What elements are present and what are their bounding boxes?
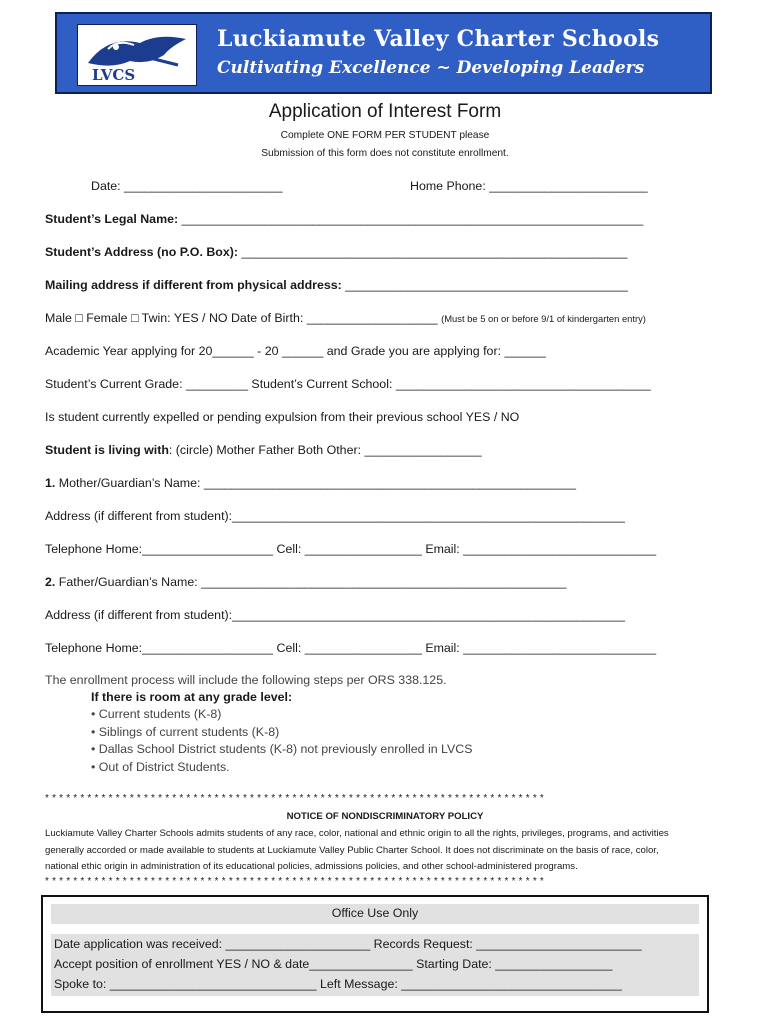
notice-line: Luckiamute Valley Charter Schools admits students of any race, color, national and ethnic origin to all the rights, privileges, programs, and activities xyxy=(45,828,669,839)
school-tagline: Cultivating Excellence ~ Developing Leaders xyxy=(217,58,645,78)
current-grade-school-field[interactable]: Student’s Current Grade: _________ Student’s Current School: _____________________________________ xyxy=(45,377,651,391)
legal-name-label: Student’s Legal Name: xyxy=(45,212,179,226)
address-label: Student’s Address (no P.O. Box): xyxy=(45,245,238,259)
eagle-logo-icon xyxy=(78,25,196,85)
mailing-address-field[interactable] xyxy=(45,278,628,292)
stars-divider-top: * * * * * * * * * * * * * * * * * * * * * * * * * * * * * * * * * * * * * * * * * * * * * * * * * * * * * * * * * * * * * * * * * * * * * * * xyxy=(45,793,544,804)
enrollment-intro: The enrollment process will include the following steps per ORS 338.125. xyxy=(45,673,447,687)
gender-twin-dob-text: Male □ Female □ Twin: YES / NO Date of Birth: ___________________ xyxy=(45,311,438,325)
mailing-label: Mailing address if different from physical address: xyxy=(45,278,342,292)
form-subtitle-1: Complete ONE FORM PER STUDENT please xyxy=(280,130,490,141)
form-title: Application of Interest Form xyxy=(268,101,502,122)
office-accept-field[interactable]: Accept position of enrollment YES / NO & date_______________ Starting Date: _________________ xyxy=(54,957,613,971)
dob-note: (Must be 5 on or before 9/1 of kindergarten entry) xyxy=(441,313,646,324)
mother-name-text: Mother/Guardian’s Name: ______________________________________________________ xyxy=(55,476,576,490)
mother-address-field[interactable]: Address (if different from student):_________________________________________________________ xyxy=(45,509,625,523)
office-fields-band xyxy=(51,934,699,996)
address-blank: ________________________________________________________ xyxy=(238,245,628,259)
mother-name-field[interactable] xyxy=(45,476,576,490)
living-with-label: Student is living with xyxy=(45,443,169,457)
academic-year-field[interactable]: Academic Year applying for 20______ - 20 ______ and Grade you are applying for: ______ xyxy=(45,344,546,358)
office-use-title: Office Use Only xyxy=(331,906,419,920)
date-field[interactable]: Date: _______________________ xyxy=(91,179,283,193)
stars-divider-bottom: * * * * * * * * * * * * * * * * * * * * * * * * * * * * * * * * * * * * * * * * * * * * * * * * * * * * * * * * * * * * * * * * * * * * * * * xyxy=(45,876,544,887)
mailing-blank: _________________________________________ xyxy=(341,278,628,292)
office-spoke-field[interactable]: Spoke to: ______________________________ Left Message: ________________________________ xyxy=(54,977,622,991)
legal-name-blank: ___________________________________________________________________ xyxy=(178,212,644,226)
notice-line: generally accorded or made available to students at Luckiamute Valley Public Charter School. It does not discriminate on the basis of race, color, xyxy=(45,845,659,856)
living-with-field[interactable] xyxy=(45,443,482,457)
living-with-options: : (circle) Mother Father Both Other: _________________ xyxy=(168,443,482,457)
father-address-field[interactable]: Address (if different from student):_________________________________________________________ xyxy=(45,608,625,622)
notice-title: NOTICE OF NONDISCRIMINATORY POLICY xyxy=(286,811,484,822)
home-phone-field[interactable]: Home Phone: _______________________ xyxy=(410,179,648,193)
notice-line: national ethic origin in administration of its educational policies, admissions policies, and other school-administered programs. xyxy=(45,861,578,872)
school-logo xyxy=(77,24,197,86)
logo-text: LVCS xyxy=(92,66,136,84)
form-subtitle-2: Submission of this form does not constitute enrollment. xyxy=(261,148,509,159)
father-number: 2. xyxy=(45,575,56,589)
father-phone-field[interactable]: Telephone Home:___________________ Cell: _________________ Email: ____________________________ xyxy=(45,641,657,655)
enrollment-step: • Dallas School District students (K-8) not previously enrolled in LVCS xyxy=(91,742,473,756)
enrollment-step: • Siblings of current students (K-8) xyxy=(91,725,280,739)
gender-twin-dob-row[interactable] xyxy=(45,311,646,325)
father-name-field[interactable] xyxy=(45,575,566,589)
office-use-box xyxy=(41,895,709,1013)
address-field[interactable] xyxy=(45,245,627,259)
school-banner xyxy=(55,12,712,94)
enrollment-step: • Current students (K-8) xyxy=(91,707,222,721)
enrollment-step: • Out of District Students. xyxy=(91,760,230,774)
mother-number: 1. xyxy=(45,476,56,490)
expelled-question[interactable]: Is student currently expelled or pending expulsion from their previous school YES / NO xyxy=(45,410,520,424)
legal-name-field[interactable] xyxy=(45,212,643,226)
office-title-band xyxy=(51,904,699,924)
school-name: Luckiamute Valley Charter Schools xyxy=(217,26,660,52)
office-received-field[interactable]: Date application was received: _____________________ Records Request: ________________________ xyxy=(54,937,642,951)
enrollment-heading: If there is room at any grade level: xyxy=(91,690,293,704)
father-name-text: Father/Guardian’s Name: _____________________________________________________ xyxy=(55,575,567,589)
mother-phone-field[interactable]: Telephone Home:___________________ Cell: _________________ Email: ____________________________ xyxy=(45,542,657,556)
